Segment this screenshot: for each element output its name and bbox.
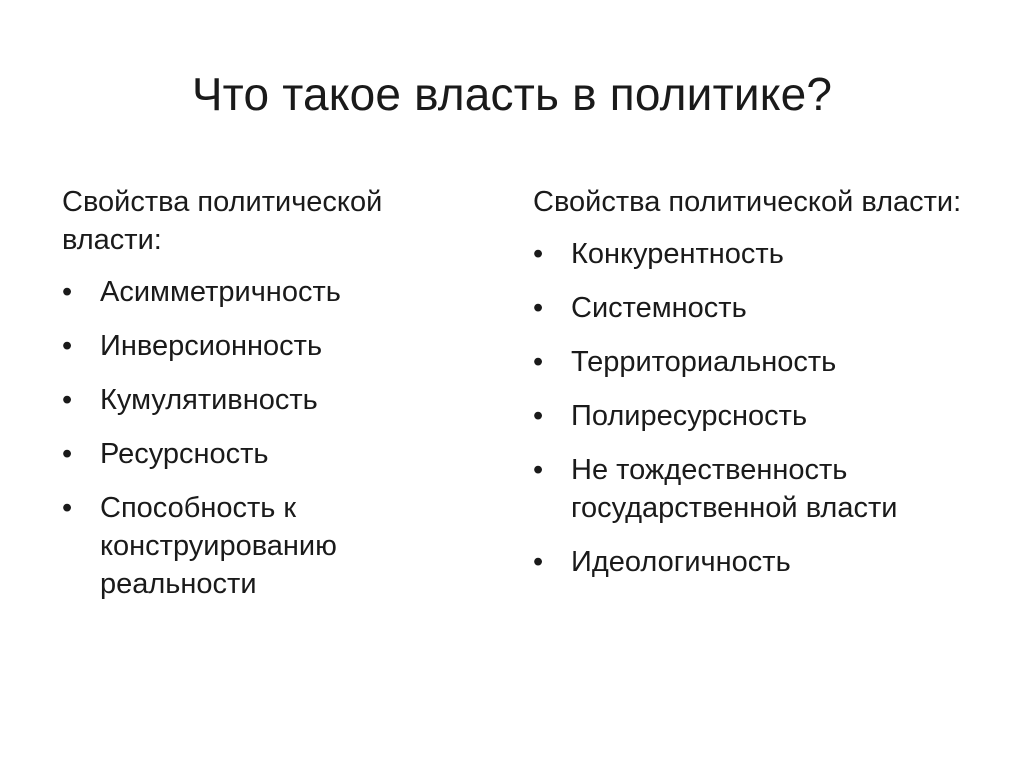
- list-item: [533, 235, 973, 273]
- right-column: [533, 183, 973, 597]
- list-item: [62, 327, 482, 365]
- list-item: [533, 543, 973, 581]
- bullet-icon: •: [533, 238, 544, 270]
- bullet-icon: •: [62, 276, 73, 308]
- list-item-text: Инверсионность: [100, 330, 323, 362]
- left-column: [62, 183, 482, 619]
- list-item: [533, 343, 973, 381]
- list-item: [533, 451, 973, 527]
- bullet-icon: •: [533, 292, 544, 324]
- bullet-icon: •: [533, 346, 544, 378]
- bullet-icon: •: [62, 438, 73, 470]
- list-item: [62, 381, 482, 419]
- right-bullet-list: [533, 235, 973, 581]
- left-heading: Свойства политической власти:: [62, 186, 383, 256]
- left-bullet-list: [62, 273, 482, 603]
- bullet-icon: •: [62, 330, 73, 362]
- list-item: [62, 435, 482, 473]
- slide-title: Что такое власть в политике?: [191, 68, 833, 120]
- bullet-icon: •: [62, 384, 73, 416]
- bullet-icon: •: [533, 400, 544, 432]
- list-item-text: Системность: [571, 292, 747, 324]
- bullet-icon: •: [62, 492, 73, 524]
- list-item: [62, 273, 482, 311]
- bullet-icon: •: [533, 546, 544, 578]
- list-item: [62, 489, 482, 603]
- list-item-text: Идеологичность: [571, 546, 791, 578]
- list-item-text: Способность к конструированию реальности: [100, 492, 337, 600]
- list-item-text: Территориальность: [571, 346, 837, 378]
- list-item-text: Асимметричность: [100, 276, 341, 308]
- bullet-icon: •: [533, 454, 544, 486]
- list-item-text: Не тождественность государственной власти: [571, 454, 898, 524]
- list-item-text: Кумулятивность: [100, 384, 318, 416]
- right-heading: Свойства политической власти:: [533, 186, 962, 218]
- list-item: [533, 397, 973, 435]
- list-item: [533, 289, 973, 327]
- list-item-text: Полиресурсность: [571, 400, 808, 432]
- list-item-text: Конкурентность: [571, 238, 784, 270]
- list-item-text: Ресурсность: [100, 438, 269, 470]
